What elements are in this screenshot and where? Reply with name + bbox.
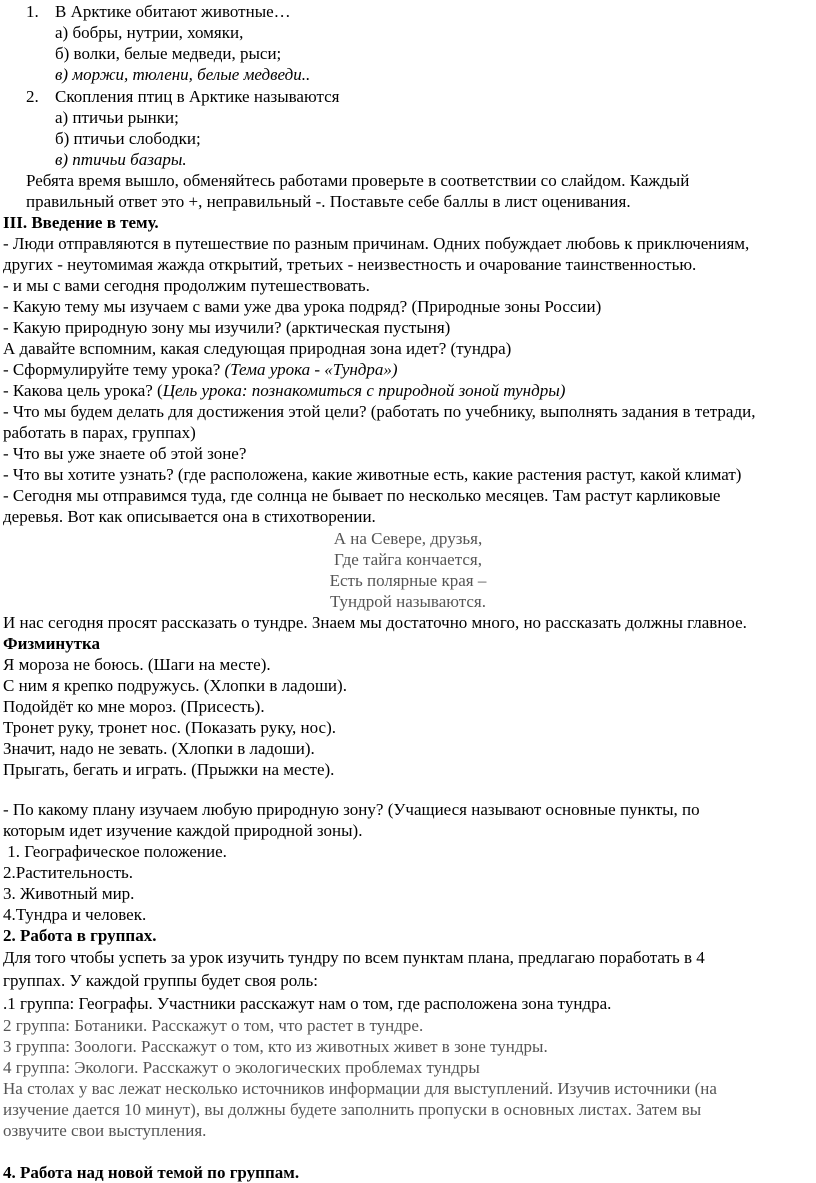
group-3-line: 3 группа: Зоологи. Расскажут о том, кто из животных живет в зоне тундры. — [3, 1037, 548, 1056]
sources-line: На столах у вас лежат несколько источников информации для выступлений. Изучив источники (на — [3, 1079, 717, 1098]
groups-intro-line: Для того чтобы успеть за урок изучить тундру по всем пунктам плана, предлагаю поработать в 4 — [3, 948, 705, 967]
paragraph-line: И нас сегодня просят рассказать о тундре. Знаем мы достаточно много, но рассказать должны главное. — [3, 613, 747, 632]
fizminutka-line: Тронет руку, тронет нос. (Показать руку, нос). — [3, 718, 336, 737]
section-4-heading: 4. Работа над новой темой по группам. — [3, 1163, 300, 1182]
topic-prefix: - Сформулируйте тему урока? — [3, 360, 225, 379]
plan-line: - По какому плану изучаем любую природную зону? (Учащиеся называют основные пункты, по — [3, 800, 700, 819]
fizminutka-heading: Физминутка — [3, 634, 101, 653]
instruction-line-1: Ребята время вышло, обменяйтесь работами проверьте в соответствии со слайдом. Каждый — [26, 171, 690, 190]
q1-option-c: в) моржи, тюлени, белые медведи.. — [55, 65, 311, 84]
paragraph-line: А давайте вспомним, какая следующая природная зона идет? (тундра) — [3, 339, 512, 358]
sources-line: изучение дается 10 минут), вы должны будете заполнить пропуски в основных листах. Затем вы — [3, 1100, 702, 1119]
instruction-line-2: правильный ответ это +, неправильный -. Поставьте себе баллы в лист оценивания. — [26, 192, 631, 211]
q1-option-b: б) волки, белые медведи, рыси; — [55, 44, 282, 63]
poem-line: Есть полярные края – — [329, 571, 487, 590]
q1-text: В Арктике обитают животные… — [55, 2, 291, 21]
fizminutka-line: Прыгать, бегать и играть. (Прыжки на месте). — [3, 760, 335, 779]
paragraph-line: деревья. Вот как описывается она в стихотворении. — [3, 507, 376, 526]
paragraph-line: - Люди отправляются в путешествие по разным причинам. Одних побуждает любовь к приключениям, — [3, 234, 750, 253]
poem-line: Тундрой называются. — [330, 592, 486, 611]
q1-option-a: а) бобры, нутрии, хомяки, — [55, 23, 244, 42]
q1-number: 1. — [26, 2, 39, 21]
topic-line — [3, 360, 398, 380]
paragraph-line: других - неутомимая жажда открытий, третьих - неизвестность и очарование таинственностью. — [3, 255, 697, 274]
paragraph-line: - и мы с вами сегодня продолжим путешествовать. — [3, 276, 370, 295]
plan-item: 3. Животный мир. — [3, 884, 135, 903]
paragraph-line: - Какую природную зону мы изучили? (арктическая пустыня) — [3, 318, 451, 337]
fizminutka-line: С ним я крепко подружусь. (Хлопки в ладоши). — [3, 676, 347, 695]
q2-option-c: в) птичьи базары. — [55, 150, 187, 169]
groups-heading: 2. Работа в группах. — [3, 926, 157, 945]
paragraph-line: - Что вы уже знаете об этой зоне? — [3, 444, 247, 463]
q2-option-b: б) птичьи слободки; — [55, 129, 201, 148]
fizminutka-line: Я мороза не боюсь. (Шаги на месте). — [3, 655, 271, 674]
paragraph-line: - Что мы будем делать для достижения этой цели? (работать по учебнику, выполнять задания в тетради, — [3, 402, 756, 421]
group-2-line: 2 группа: Ботаники. Расскажут о том, что растет в тундре. — [3, 1016, 424, 1035]
fizminutka-line: Подойдёт ко мне мороз. (Присесть). — [3, 697, 265, 716]
plan-item: 4.Тундра и человек. — [3, 905, 147, 924]
plan-item: 1. Географическое положение. — [3, 842, 227, 861]
q2-text: Скопления птиц в Арктике называются — [55, 87, 340, 106]
q2-option-a: а) птичьи рынки; — [55, 108, 179, 127]
topic-italic: (Тема урока - «Тундра») — [224, 360, 398, 379]
group-1-line: .1 группа: Географы. Участники расскажут нам о том, где расположена зона тундра. — [3, 994, 612, 1013]
paragraph-line: - Какую тему мы изучаем с вами уже два урока подряд? (Природные зоны России) — [3, 297, 602, 316]
goal-italic: Цель урока: познакомиться с природной зоной тундры) — [162, 381, 566, 400]
goal-line — [3, 381, 565, 401]
poem-line: Где тайга кончается, — [334, 550, 482, 569]
plan-line: которым идет изучение каждой природной зоны). — [3, 821, 363, 840]
goal-prefix: - Какова цель урока? ( — [3, 381, 163, 400]
paragraph-line: работать в парах, группах) — [3, 423, 196, 442]
groups-intro-line: группах. У каждой группы будет своя роль: — [3, 971, 318, 990]
section-3-heading: III. Введение в тему. — [3, 213, 159, 232]
fizminutka-line: Значит, надо не зевать. (Хлопки в ладоши). — [3, 739, 315, 758]
plan-item: 2.Растительность. — [3, 863, 134, 882]
sources-line: озвучите свои выступления. — [3, 1121, 207, 1140]
q2-number: 2. — [26, 87, 39, 106]
poem-line: А на Севере, друзья, — [333, 529, 483, 548]
paragraph-line: - Сегодня мы отправимся туда, где солнца не бывает по несколько месяцев. Там растут карликовые — [3, 486, 721, 505]
paragraph-line: - Что вы хотите узнать? (где расположена, какие животные есть, какие растения растут, какой климат) — [3, 465, 742, 484]
group-4-line: 4 группа: Экологи. Расскажут о экологических проблемах тундры — [3, 1058, 480, 1077]
